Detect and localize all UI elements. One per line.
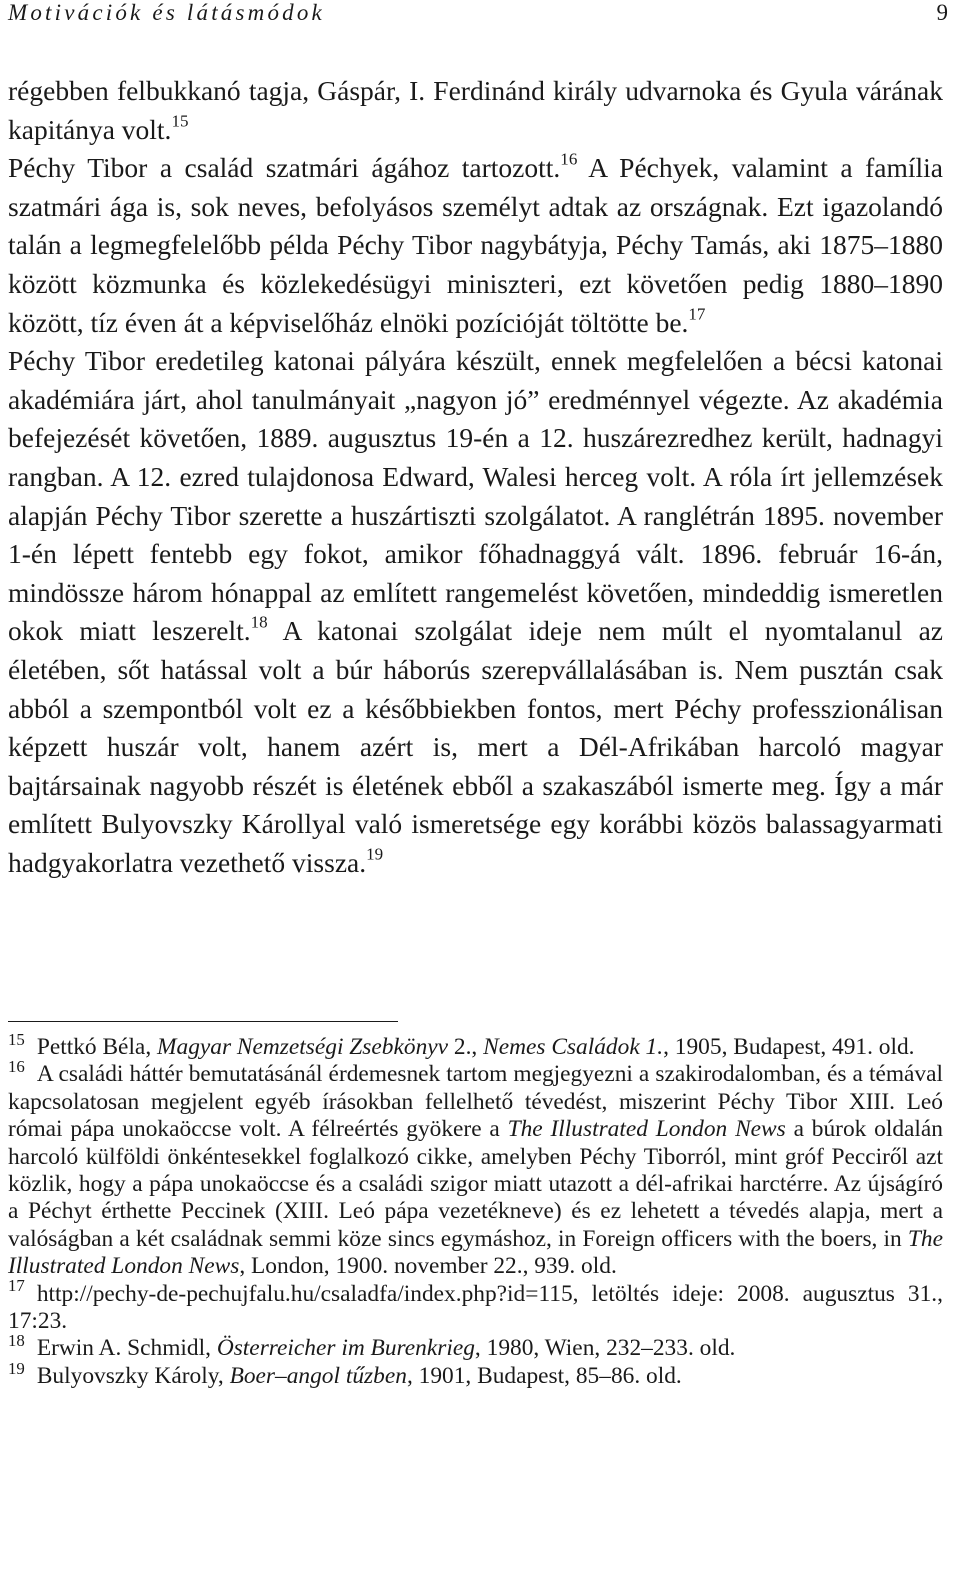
paragraph-3 — [8, 342, 943, 882]
footnote-text: http://pechy-de-pechujfalu.hu/csaladfa/index.php?id=115, letöltés ideje: 2008. augusztus 31., 17:23. — [8, 1280, 943, 1335]
footnote-text: 2., — [448, 1034, 484, 1060]
footnote-18 — [8, 1331, 943, 1362]
footnote-number: 19 — [8, 1358, 25, 1378]
running-title: Motivációk és látásmódok — [8, 0, 325, 25]
footnote-15 — [8, 1029, 943, 1061]
paragraph-text: régebben felbukkanó tagja, Gáspár, I. Ferdinánd király udvarnoka és Gyula várának kapitánya volt. — [8, 75, 943, 145]
footnote-text: Erwin A. Schmidl, — [36, 1335, 217, 1362]
paragraph-text: Péchy Tibor a család szatmári ágához tartozott. — [8, 152, 561, 184]
footnote-number: 15 — [8, 1029, 25, 1049]
footnote-title: Nemes Családok 1. — [483, 1034, 664, 1060]
footnote-text: A családi háttér bemutatásánál érdemesnek tartom megjegyezni a szakirodalomban, és a témával kapcsolatosan megjelent egyéb írásokban fellelhető tévedést, miszerint Péchy Tibor XIII. Leó római pápa unokaöccse volt. A félreértés gyökere a — [8, 1061, 943, 1143]
footnote-title: The Illustrated London News — [8, 1225, 943, 1280]
footnote-19 — [8, 1358, 943, 1390]
footnote-text: , 1980, Wien, 232–233. old. — [474, 1335, 736, 1362]
footnote-text: Pettkó Béla, — [36, 1034, 158, 1060]
footnote-text: , 1905, Budapest, 491. old. — [663, 1034, 915, 1060]
running-header — [8, 0, 948, 30]
footnote-number: 16 — [8, 1057, 25, 1077]
footnote-number: 18 — [8, 1331, 25, 1351]
footnote-title: Magyar Nemzetségi Zsebkönyv — [157, 1034, 449, 1060]
paragraph-1 — [8, 72, 943, 149]
paragraph-text: A katonai szolgálat ideje nem múlt el nyomtalanul az életében, sőt hatással volt a búr háborús szerepvállalásában is. Nem pusztán csak abból a szempontból volt ez a későbbiekben fontos, mert Péchy professzionálisan képzett huszár volt, hanem azért is, mert a Dél-Afrikában harcoló magyar bajtársainak nagyobb részét is életének ebből a szakaszából ismerte meg. Így a már említett Bulyovszky Károllyal való ismeretsége egy korábbi közös balassagyarmati hadgyakorlatra vezethető vissza. — [8, 615, 943, 878]
footnote-number: 17 — [8, 1276, 25, 1296]
footnote-ref: 19 — [366, 844, 384, 864]
footnote-text: Bulyovszky Károly, — [36, 1362, 230, 1389]
footnote-title: Boer–angol tűzben — [229, 1362, 407, 1389]
footnote-title: Österreicher im Burenkrieg — [216, 1335, 475, 1362]
paragraph-2 — [8, 149, 943, 342]
footnote-text: , 1901, Budapest, 85–86. old. — [406, 1362, 682, 1389]
footnote-ref: 18 — [250, 613, 268, 633]
footnote-ref: 15 — [171, 111, 189, 131]
footnote-ref: 16 — [560, 149, 578, 169]
page-number: 9 — [936, 0, 948, 25]
footnote-text: , London, 1900. november 22., 939. old. — [239, 1253, 617, 1280]
paragraph-text: Péchy Tibor eredetileg katonai pályára készült, ennek megfelelően a bécsi katonai akadémiára járt, ahol tanulmányait „nagyon jó” eredménnyel végezte. Az akadémia befejezését követően, 1889. augusztus 19-én a 12. huszárezredhez került, hadnagyi rangban. A 12. ezred tulajdonosa Edward, Walesi herceg volt. A róla írt jellemzések alapján Péchy Tibor szerette a huszártiszti szolgálatot. A ranglétrán 1895. november 1-én lépett fentebb egy fokot, amikor főhadnaggyá vált. 1896. február 16-án, mindössze három hónappal az említett rangemelést követően, mindeddig ismeretlen okok miatt leszerelt. — [8, 345, 943, 647]
footnote-separator — [8, 1021, 398, 1022]
footnote-text: a búrok oldalán harcoló külföldi önkéntesekkel foglalkozó cikke, amelyben Péchy Tiborról, mint gróf Pecciről azt közlik, hogy a pápa unokaöccse és a családi szigor miatt utazott a dél-afrikai harctérre. Az újságíró a Péchyt érthette Peccinek (XIII. Leó pápa vezetékneve) és ez lehetett a tévedés alapja, mert a valóságban a két családnak semmi köze sincs egymáshoz, in Foreign officers with the boers, in — [8, 1116, 944, 1252]
footnote-16 — [8, 1057, 944, 1280]
paragraph-text: A Péchyek, valamint a família szatmári ága is, sok neves, befolyásos személyt adtak az országnak. Ezt igazolandó talán a legmegfelelőbb példa Péchy Tibor nagybátyja, Péchy Tamás, aki 1875–1880 között közmunka és közlekedésügyi miniszteri, ezt követően pedig 1880–1890 között, tíz éven át a képviselőház elnöki pozícióját töltötte be. — [8, 152, 944, 338]
footnote-ref: 17 — [688, 304, 706, 324]
footnote-17 — [8, 1276, 943, 1336]
body-text — [8, 72, 943, 882]
footnotes — [8, 1029, 944, 1390]
footnote-title: The Illustrated London News — [507, 1116, 786, 1143]
